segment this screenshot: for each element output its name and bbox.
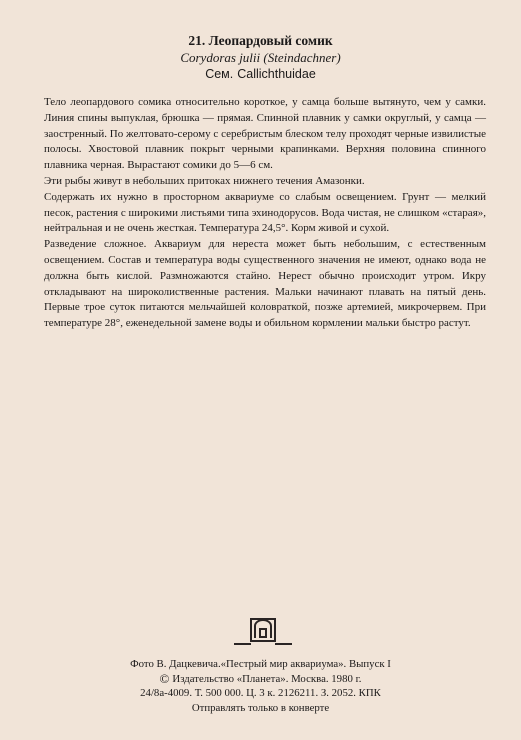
paragraph-breeding: Разведение сложное. Аквариум для нереста может быть небольшим, с естественным освещением. Состав и температура воды существенного значения не имеют, однако вода не должна быть кислой. Размножаются стайно. Нерест обычно происходит утром. Икру откладывают на широколиственные растения. Мальки начинают плавать на пятый день. Первые трое суток питаются мельчайшей коловраткой, позже артемией, микрочервем. При температуре 28°, еженедельной замене воды и обильном кормлении мальки быстро растут. bbox=[44, 238, 486, 330]
paragraph-habitat: Эти рыбы живут в небольших притоках нижнего течения Амазонки. bbox=[44, 174, 365, 187]
mail-note: Отправлять только в конверте bbox=[191, 701, 330, 714]
photo-credit: Фото В. Дацкевича.«Пестрый мир аквариума». Выпуск I bbox=[130, 658, 391, 670]
publisher-line bbox=[0, 672, 521, 687]
family-line bbox=[0, 66, 521, 82]
family-name: Callichthuidae bbox=[237, 67, 316, 81]
page-title: 21. Леопардовый сомик bbox=[188, 33, 333, 48]
planeta-publisher-logo-icon bbox=[250, 618, 276, 642]
paragraph-care: Содержать их нужно в просторном аквариуме со слабым освещением. Грунт — мелкий песок, растения с широкими листьями типа эхинодорусов. Вода чистая, не слишком «старая», нейтральная и не очень жесткая. Температура 24,5°. Корм живой и сухой. bbox=[44, 190, 486, 235]
family-prefix: Сем. bbox=[205, 67, 234, 81]
paragraph-appearance: Тело леопардового сомика относительно короткое, у самца больше вытянуто, чем у самки. Линия спины выпуклая, брюшка — прямая. Спинной плавник у самки округлый, у самца — заостренный. По желтовато-серому с серебристым блеском телу проходят черные извилистые полосы. Хвостовой плавник покрыт черными крапинками. Верхняя половина спинного плавника черная. Вырастают сомики до 5—6 см. bbox=[44, 96, 486, 172]
footer bbox=[0, 657, 521, 715]
description bbox=[44, 95, 486, 332]
latin-name: Corydoras julii (Steindachner) bbox=[180, 50, 341, 65]
publisher: Издательство «Планета». Москва. 1980 г. bbox=[172, 672, 362, 685]
header bbox=[0, 33, 521, 82]
copyright-symbol: © bbox=[159, 670, 170, 686]
logo-rule-right bbox=[275, 643, 292, 645]
logo-rule-left bbox=[234, 643, 251, 645]
print-info: 24/8а-4009. Т. 500 000. Ц. 3 к. 2126211. З. 2052. КПК bbox=[140, 687, 381, 699]
